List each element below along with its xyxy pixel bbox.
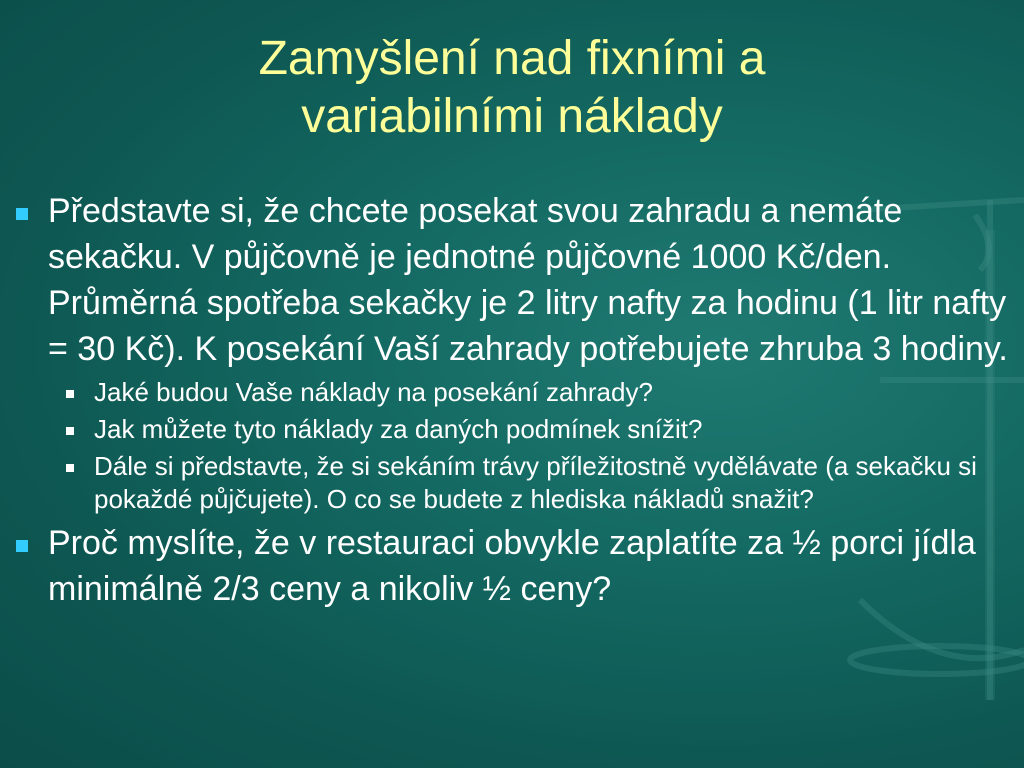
title-line-1: Zamyšlení nad fixními a: [258, 32, 766, 85]
slide-title: [0, 30, 1024, 146]
square-bullet-icon: [66, 390, 74, 398]
title-line-2: variabilními náklady: [301, 90, 723, 143]
square-bullet-icon: [16, 540, 28, 552]
sub-bullet-item: [14, 376, 1014, 409]
sub-bullet-item: [14, 413, 1014, 446]
sub-bullet-text: Jaké budou Vaše náklady na posekání zahrady?: [94, 377, 653, 407]
sub-bullet-text: Jak můžete tyto náklady za daných podmínek snížit?: [94, 414, 703, 444]
bullet-item: [14, 188, 1014, 372]
square-bullet-icon: [16, 208, 28, 220]
bullet-text: Představte si, že chcete posekat svou zahradu a nemáte sekačku. V půjčovně je jednotné půjčovné 1000 Kč/den. Průměrná spotřeba sekačky je 2 litry nafty za hodinu (1 litr nafty = 30 Kč). K posekání Vaší zahrady potřebujete zhruba 3 hodiny.: [48, 192, 1008, 368]
square-bullet-icon: [66, 464, 74, 472]
sub-bullet-item: [14, 450, 1014, 516]
slide-content: [14, 188, 1014, 612]
sub-bullet-text: Dále si představte, že si sekáním trávy příležitostně vydělávate (a sekačku si pokaždé půjčujete). O co se budete z hlediska nákladů snažit?: [94, 451, 977, 514]
square-bullet-icon: [66, 427, 74, 435]
bullet-item: [14, 520, 1014, 612]
bullet-text: Proč myslíte, že v restauraci obvykle zaplatíte za ½ porci jídla minimálně 2/3 ceny a nikoliv ½ ceny?: [48, 524, 976, 608]
